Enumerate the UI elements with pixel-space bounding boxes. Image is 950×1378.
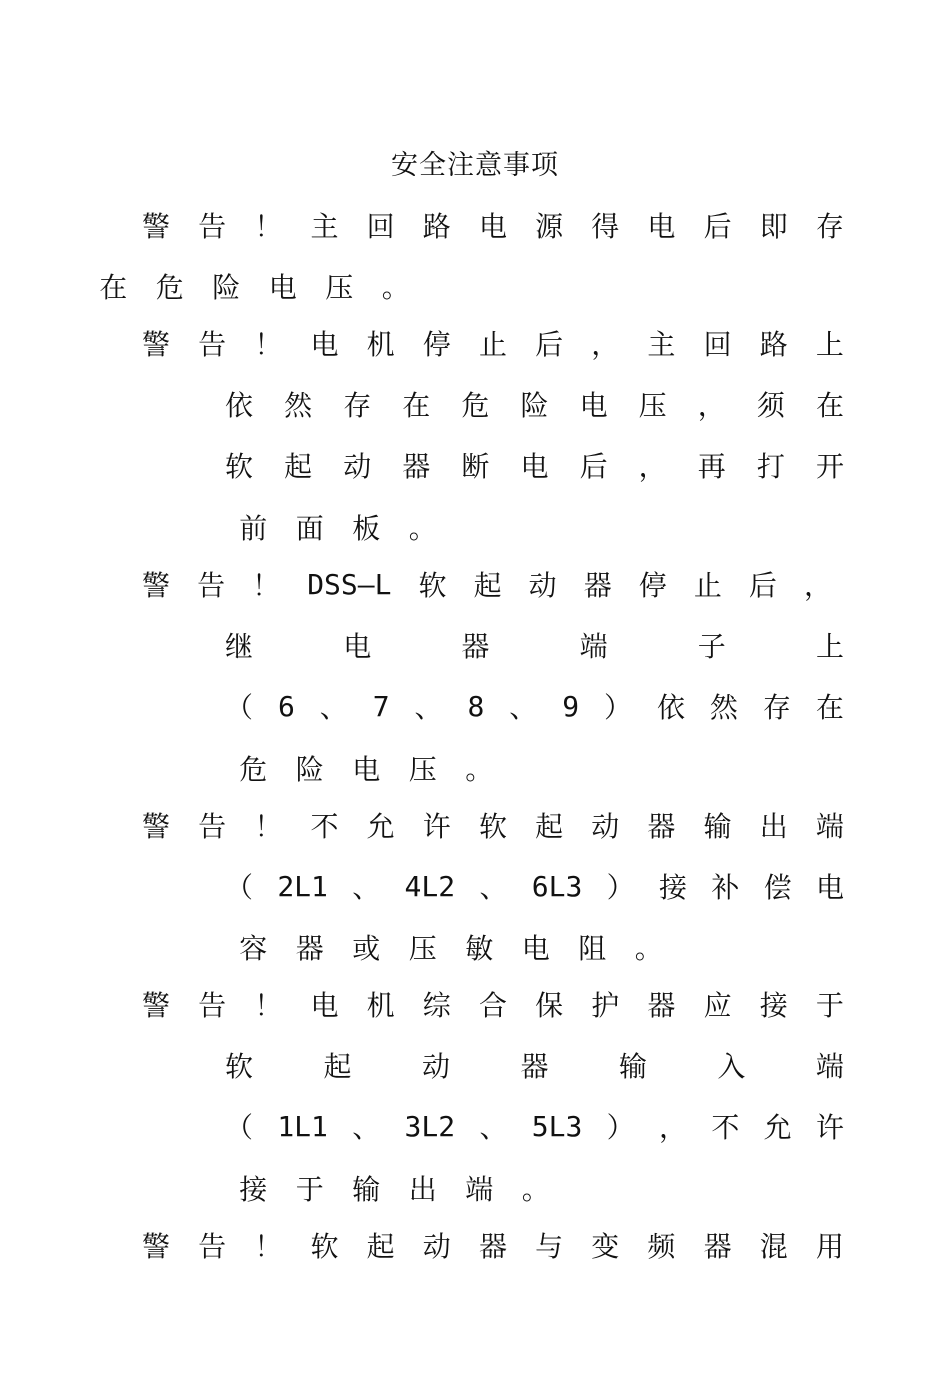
text-glyph: 主 [310, 210, 339, 243]
text-line [142, 1225, 844, 1265]
text-glyph: 7 [372, 689, 390, 723]
text-glyph: 上 [815, 630, 844, 663]
text-glyph: 压 [408, 932, 437, 965]
text-line [225, 927, 677, 967]
text-glyph: 险 [212, 271, 241, 304]
text-glyph: 偿 [763, 871, 792, 904]
text-glyph: 软 [225, 450, 254, 483]
text-glyph: 警 [142, 569, 171, 602]
text-glyph: 5L3 [531, 1109, 583, 1143]
text-glyph: 路 [422, 210, 451, 243]
text-glyph: 器 [478, 1230, 507, 1263]
text-glyph: 、 [479, 1111, 508, 1144]
text-glyph: 告 [198, 810, 227, 843]
text-line [225, 507, 451, 547]
text-glyph: 起 [284, 450, 313, 483]
text-glyph: ） [606, 1111, 635, 1144]
text-glyph: 再 [697, 450, 726, 483]
text-glyph: 险 [295, 753, 324, 786]
text-glyph: 止 [693, 569, 722, 602]
text-glyph: 动 [591, 810, 620, 843]
text-glyph: 输 [618, 1050, 647, 1083]
text-line [225, 445, 844, 485]
text-line [225, 866, 844, 906]
text-glyph: 前 [239, 512, 268, 545]
text-glyph: 依 [656, 691, 685, 724]
text-glyph: 子 [697, 630, 726, 663]
text-glyph: 停 [638, 569, 667, 602]
text-glyph: 源 [535, 210, 564, 243]
text-line [225, 1106, 844, 1146]
text-glyph: 后 [535, 328, 564, 361]
text-glyph: 机 [366, 328, 395, 361]
text-glyph: 不 [310, 810, 339, 843]
text-glyph: 3L2 [404, 1109, 456, 1143]
text-glyph: 告 [198, 328, 227, 361]
text-glyph: 、 [352, 871, 381, 904]
text-glyph: 主 [647, 328, 676, 361]
text-glyph: 电 [343, 630, 372, 663]
text-glyph: 告 [198, 989, 227, 1022]
text-line [225, 748, 508, 788]
text-glyph: 板 [352, 512, 381, 545]
text-glyph: 动 [421, 1050, 450, 1083]
text-glyph: （ [225, 871, 254, 904]
text-glyph: 软 [225, 1050, 254, 1083]
text-glyph: 出 [408, 1173, 437, 1206]
text-glyph: 开 [815, 450, 844, 483]
text-glyph: 电 [815, 871, 844, 904]
text-glyph: 4L2 [404, 869, 456, 903]
text-glyph: 警 [142, 1230, 171, 1263]
text-glyph: 继 [225, 630, 254, 663]
text-glyph: 混 [759, 1230, 788, 1263]
text-glyph: 路 [759, 328, 788, 361]
text-glyph: 后 [579, 450, 608, 483]
text-glyph: 即 [759, 210, 788, 243]
text-line [142, 205, 844, 245]
text-glyph: 。 [634, 932, 663, 965]
text-glyph: 止 [478, 328, 507, 361]
text-glyph: 软 [310, 1230, 339, 1263]
text-glyph: 存 [815, 210, 844, 243]
text-glyph: 在 [99, 271, 128, 304]
text-glyph: 然 [709, 691, 738, 724]
text-glyph: 起 [473, 569, 502, 602]
text-glyph: 压 [408, 753, 437, 786]
text-glyph: 险 [520, 389, 549, 422]
text-glyph: 电 [352, 753, 381, 786]
text-glyph: 动 [343, 450, 372, 483]
text-line [225, 1168, 564, 1208]
text-glyph: 起 [366, 1230, 395, 1263]
text-line [142, 564, 832, 604]
text-glyph: 电 [478, 210, 507, 243]
text-glyph: 、 [352, 1111, 381, 1144]
text-glyph: 警 [142, 989, 171, 1022]
text-glyph: 端 [579, 630, 608, 663]
text-glyph: 。 [521, 1173, 550, 1206]
text-glyph: 停 [422, 328, 451, 361]
text-glyph: 压 [638, 389, 667, 422]
text-glyph: 软 [478, 810, 507, 843]
text-glyph: 机 [366, 989, 395, 1022]
text-glyph: 起 [535, 810, 564, 843]
text-glyph: 面 [295, 512, 324, 545]
text-glyph: 敏 [465, 932, 494, 965]
text-glyph: 接 [658, 871, 687, 904]
text-glyph: 补 [711, 871, 740, 904]
text-glyph: 允 [366, 810, 395, 843]
text-glyph: ！ [254, 989, 283, 1022]
text-glyph: 应 [703, 989, 732, 1022]
text-glyph: 告 [198, 1230, 227, 1263]
text-glyph: 端 [815, 810, 844, 843]
text-glyph: ， [591, 328, 620, 361]
text-glyph: 不 [711, 1111, 740, 1144]
text-glyph: 频 [647, 1230, 676, 1263]
text-glyph: 电 [521, 932, 550, 965]
text-glyph: 存 [762, 691, 791, 724]
text-glyph: （ [225, 691, 254, 724]
text-glyph: ， [697, 389, 726, 422]
text-glyph: ） [606, 871, 635, 904]
text-glyph: 动 [422, 1230, 451, 1263]
text-glyph: ， [658, 1111, 687, 1144]
text-glyph: 、 [319, 691, 348, 724]
text-line [142, 984, 844, 1024]
text-glyph: 、 [509, 691, 538, 724]
text-glyph: 在 [815, 389, 844, 422]
text-glyph: 然 [284, 389, 313, 422]
text-glyph: 6L3 [531, 869, 583, 903]
text-glyph: 起 [323, 1050, 352, 1083]
text-glyph: ） [604, 691, 633, 724]
text-glyph: 端 [815, 1050, 844, 1083]
text-glyph: 。 [381, 271, 410, 304]
text-glyph: 危 [155, 271, 184, 304]
text-glyph: 电 [520, 450, 549, 483]
text-glyph: ！ [254, 328, 283, 361]
text-glyph: 须 [756, 389, 785, 422]
text-glyph: 动 [528, 569, 557, 602]
text-glyph: 后 [748, 569, 777, 602]
text-glyph: 电 [579, 389, 608, 422]
text-glyph: 与 [535, 1230, 564, 1263]
text-glyph: 电 [268, 271, 297, 304]
text-glyph: 9 [562, 689, 580, 723]
text-glyph: 软 [418, 569, 447, 602]
text-glyph: 后 [703, 210, 732, 243]
text-glyph: 变 [591, 1230, 620, 1263]
text-glyph: 存 [343, 389, 372, 422]
text-glyph: 6 [277, 689, 295, 723]
text-glyph: 器 [402, 450, 431, 483]
text-glyph: 接 [239, 1173, 268, 1206]
text-glyph: ！ [254, 210, 283, 243]
text-glyph: 警 [142, 210, 171, 243]
text-glyph: ！ [254, 1230, 283, 1263]
text-line [225, 1045, 844, 1085]
text-line [225, 384, 844, 424]
text-glyph: 1L1 [277, 1109, 328, 1143]
text-glyph: 。 [408, 512, 437, 545]
text-glyph: 在 [402, 389, 431, 422]
text-glyph: 用 [815, 1230, 844, 1263]
text-glyph: 护 [591, 989, 620, 1022]
text-glyph: 许 [815, 1111, 844, 1144]
text-glyph: 端 [465, 1173, 494, 1206]
text-glyph: 依 [225, 389, 254, 422]
text-glyph: ！ [254, 810, 283, 843]
text-glyph: 合 [478, 989, 507, 1022]
text-glyph: 告 [197, 569, 226, 602]
text-glyph: 在 [815, 691, 844, 724]
text-glyph: ！ [252, 569, 281, 602]
text-glyph: 回 [703, 328, 732, 361]
text-glyph: 、 [414, 691, 443, 724]
text-glyph: 得 [591, 210, 620, 243]
text-glyph: 告 [198, 210, 227, 243]
text-glyph: 容 [239, 932, 268, 965]
text-glyph: 输 [703, 810, 732, 843]
text-glyph: 出 [759, 810, 788, 843]
text-glyph: 电 [310, 328, 339, 361]
text-glyph: 回 [366, 210, 395, 243]
text-line [85, 266, 424, 306]
text-glyph: 危 [239, 753, 268, 786]
text-glyph: 2L1 [277, 869, 328, 903]
text-glyph: 阻 [578, 932, 607, 965]
text-glyph: 。 [465, 753, 494, 786]
text-glyph: （ [225, 1111, 254, 1144]
text-glyph: 上 [815, 328, 844, 361]
text-glyph: 保 [535, 989, 564, 1022]
text-glyph: 综 [422, 989, 451, 1022]
text-glyph: 电 [310, 989, 339, 1022]
text-line [225, 686, 844, 726]
text-glyph: 断 [461, 450, 490, 483]
text-glyph: 警 [142, 810, 171, 843]
text-glyph: ， [638, 450, 667, 483]
text-glyph: 警 [142, 328, 171, 361]
text-glyph: 危 [461, 389, 490, 422]
text-glyph: 压 [325, 271, 354, 304]
text-line [142, 805, 844, 845]
text-glyph: DSS—L [307, 567, 392, 601]
text-glyph: 器 [647, 989, 676, 1022]
text-glyph: 器 [583, 569, 612, 602]
text-glyph: 器 [520, 1050, 549, 1083]
text-glyph: 许 [422, 810, 451, 843]
text-glyph: 输 [352, 1173, 381, 1206]
text-glyph: 或 [352, 932, 381, 965]
page-title: 安全注意事项 [391, 150, 559, 181]
text-glyph: 器 [647, 810, 676, 843]
text-glyph: 、 [479, 871, 508, 904]
text-glyph: 允 [763, 1111, 792, 1144]
text-glyph: 电 [647, 210, 676, 243]
text-line [142, 323, 844, 363]
text-glyph: 器 [703, 1230, 732, 1263]
text-glyph: 打 [756, 450, 785, 483]
text-line [225, 625, 844, 665]
text-glyph: ， [803, 569, 832, 602]
text-glyph: 8 [467, 689, 485, 723]
text-glyph: 器 [295, 932, 324, 965]
text-glyph: 于 [295, 1173, 324, 1206]
text-glyph: 于 [815, 989, 844, 1022]
text-glyph: 接 [759, 989, 788, 1022]
text-glyph: 器 [461, 630, 490, 663]
text-glyph: 入 [717, 1050, 746, 1083]
